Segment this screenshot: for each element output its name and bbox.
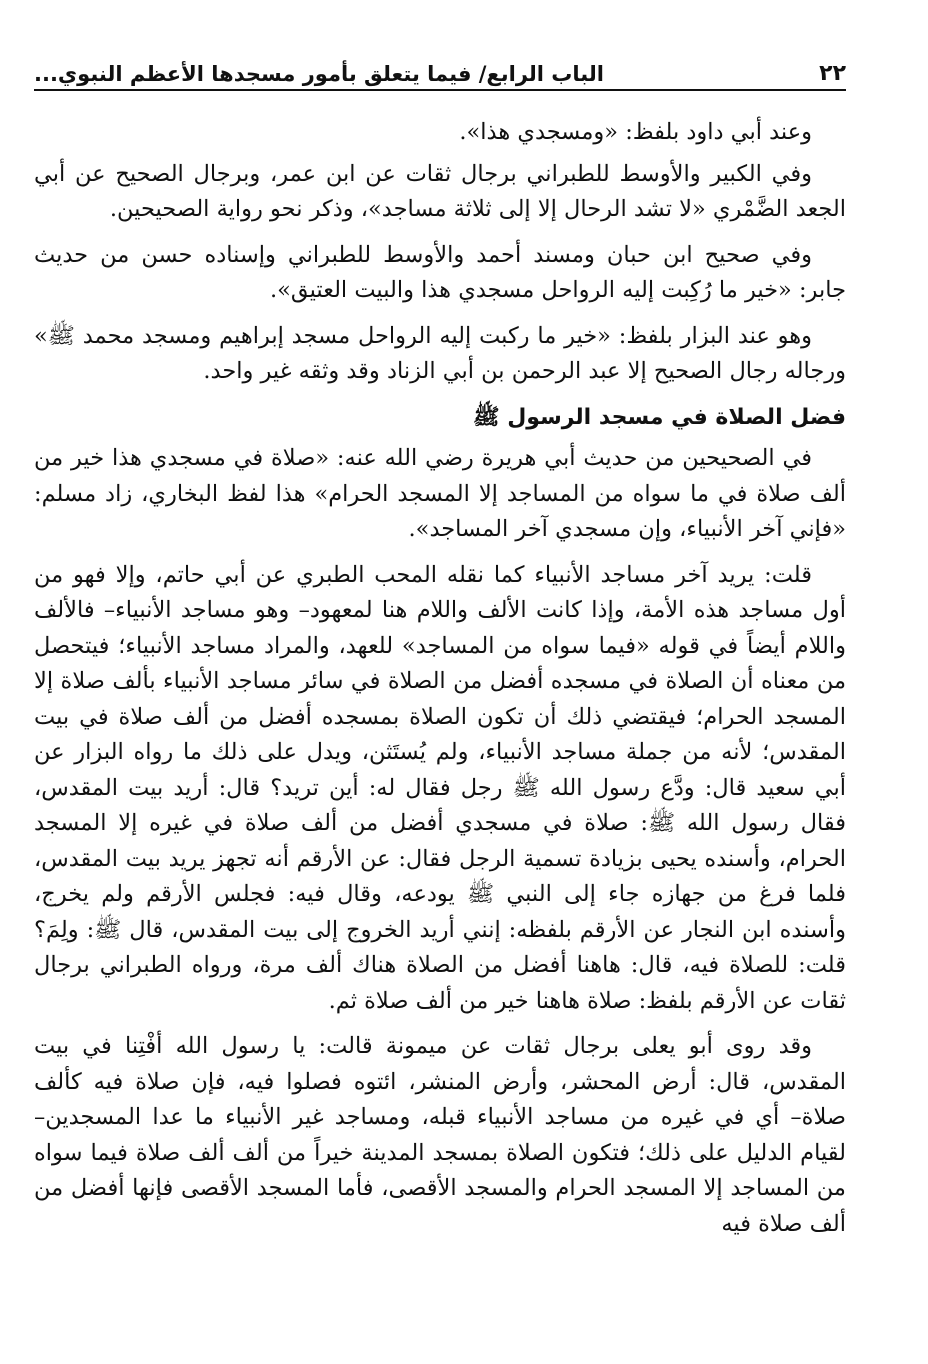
running-header <box>34 52 846 91</box>
paragraph-tabarani: وفي الكبير والأوسط للطبراني برجال ثقات عن ابن عمر، وبرجال الصحيح عن أبي الجعد الضَّمْري «لا تشد الرحال إلا إلى ثلاثة مساجد»، وذكر نحو رواية الصحيحين. <box>34 160 846 222</box>
paragraph-commentary: قلت: يريد آخر مساجد الأنبياء كما نقله المحب الطبري عن أبي حاتم، وإلا فهو من أول مساجد هذه الأمة، وإذا كانت الألف واللام هنا لمعهود– وهو مساجد الأنبياء– فالألف واللام أيضاً في قوله «فيما سواه من المساجد» للعهد، والمراد مساجد الأنبياء؛ فيتحصل من معناه أن الصلاة في مسجده أفضل من الصلاة في سائر مساجد الأنبياء بألف صلاة إلا المسجد الحرام؛ فيقتضي ذلك أن تكون الصلاة بمسجده أفضل من ألف صلاة في بيت المقدس؛ لأنه من جملة مساجد الأنبياء، ولم يُستَثن، ويدل على ذلك ما رواه البزار عن أبي سعيد قال: ودَّع رسول الله ﷺ رجل فقال له: أين تريد؟ قال: أريد بيت المقدس، فقال رسول الله ﷺ: صلاة في مسجدي أفضل من ألف صلاة في غيره إلا المسجد الحرام، وأسنده يحيى بزيادة تسمية الرجل فقال: عن الأرقم أنه تجهز يريد بيت المقدس، فلما فرغ من جهازه جاء إلى النبي ﷺ يودعه، وقال فيه: فجلس الأرقم ولم يخرج، وأسنده ابن النجار عن الأرقم بلفظه: إنني أريد الخروج إلى بيت المقدس، قال ﷺ: ولِمَ؟ قلت: للصلاة فيه، قال: هاهنا أفضل من الصلاة هناك ألف مرة، ورواه الطبراني برجال ثقات عن الأرقم بلفظ: صلاة هاهنا خير من ألف صلاة ثم. <box>34 561 846 1014</box>
page-number: ٢٢ <box>819 61 846 86</box>
paragraph-bazzar: وهو عند البزار بلفظ: «خير ما ركبت إليه الرواحل مسجد إبراهيم ومسجد محمد ﷺ» ورجاله رجال الصحيح إلا عبد الرحمن بن أبي الزناد وقد وثقه غير واحد. <box>34 322 846 384</box>
running-title: الباب الرابع/ فيما يتعلق بأمور مسجدها الأعظم النبوي... <box>34 62 604 86</box>
paragraph-ibn-hibban: وفي صحيح ابن حبان ومسند أحمد والأوسط للطبراني وإسناده حسن من حديث جابر: «خير ما رُكِبت إليه الرواحل مسجدي هذا والبيت العتيق». <box>34 241 846 303</box>
section-heading: فضل الصلاة في مسجد الرسول ﷺ <box>472 404 846 430</box>
paragraph-abu-dawud: وعند أبي داود بلفظ: «ومسجدي هذا». <box>459 119 812 145</box>
book-page <box>34 52 846 1344</box>
paragraph-abu-yala: وقد روى أبو يعلى برجال ثقات عن ميمونة قالت: يا رسول الله أفْتِنا في بيت المقدس، قال: أرض المحشر، وأرض المنشر، ائتوه فصلوا فيه، فإن صلاة فيه كألف صلاة– أي في غيره من مساجد الأنبياء قبله، ومساجد غير الأنبياء ما عدا المسجدين– لقيام الدليل على ذلك؛ فتكون الصلاة بمسجد المدينة خيراً من ألف ألف صلاة فيما سواه من المساجد إلا المسجد الحرام والمسجد الأقصى، فأما المسجد الأقصى فإنها أفضل من ألف صلاة فيه <box>34 1033 846 1237</box>
page-body <box>34 115 846 1242</box>
paragraph-sahihain: في الصحيحين من حديث أبي هريرة رضي الله عنه: «صلاة في مسجدي هذا خير من ألف صلاة في ما سواه من المساجد إلا المسجد الحرام» هذا لفظ البخاري، زاد مسلم: «فإني آخر الأنبياء، وإن مسجدي آخر المساجد». <box>34 445 846 542</box>
